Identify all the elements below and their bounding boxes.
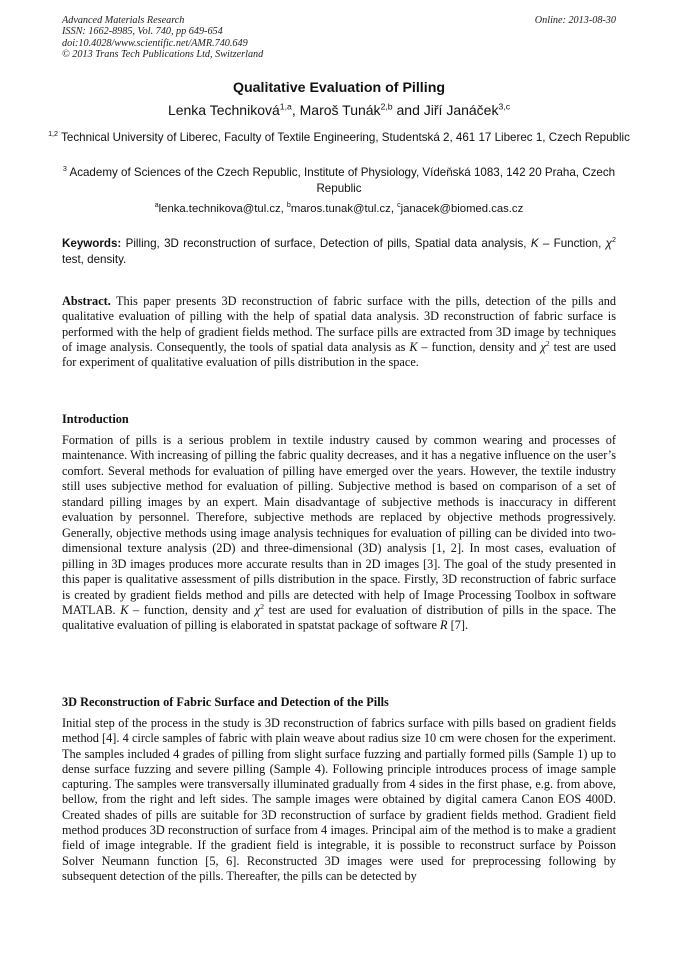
introduction-chi-symbol: χ — [254, 602, 261, 617]
abstract-text: – function, density and — [417, 339, 541, 354]
abstract-text: This paper presents 3D reconstruction of fabric surface with the pills, detection of the pills and qualitative evaluation of pilling with the help of spatial data analysis. 3D reconstruction of fabric surface is performed with the help of gradient fields method. The surface pills are extracted from 3D image by techniques of image analysis. Consequently, the tools of spatial data analysis as — [62, 294, 616, 354]
introduction-text: Formation of pills is a serious problem in textile industry caused by common wearing and processes of maintenance. With increasing of pilling the fabric quality decreases, and it has a negative influence on the user’s comfort. Several methods for evaluation of pilling have emerged over the years. However, the textile industry still uses subjective method for evaluation of pilling. Subjective method is based on comparison of a set of standard pilling images by an expert. Main disadvantage of subjective methods is inaccuracy in different evaluation by personnel. Therefore, subjective methods are replaced by objective methods progressively. Generally, objective methods using image analysis techniques for evaluation of pilling can be divided into two-dimensional texture analysis (2D) and three-dimensional (3D) analysis [1, 2]. In most cases, evaluation of pilling in 3D images produces more accurate results than in 2D images [3]. The goal of the study presented in this paper is qualitative assessment of pills distribution in the space. Firstly, 3D reconstruction of fabric surface is created by gradient fields method and pills are detected with help of Image Processing Toolbox in software MATLAB. — [62, 433, 616, 617]
email-mark: a — [154, 202, 159, 210]
introduction-k-symbol: K — [120, 602, 129, 617]
keywords — [62, 236, 616, 269]
abstract-text: test are used for experiment of qualitative evaluation of pills distribution in the space. — [62, 339, 616, 370]
section-heading-reconstruction: 3D Reconstruction of Fabric Surface and Detection of the Pills — [62, 695, 389, 709]
keywords-chi-symbol: χ — [605, 237, 612, 250]
abstract — [62, 294, 616, 370]
email-text: maros.tunak@tul.cz, — [290, 203, 398, 215]
introduction-text: – function, density and — [128, 602, 255, 617]
keywords-k-symbol: K — [530, 237, 539, 250]
online-date: Online: 2013-08-30 — [534, 15, 616, 26]
author-separator: and — [392, 102, 424, 118]
abstract-label: Abstract. — [62, 294, 111, 308]
journal-doi: doi:10.4028/www.scientific.net/AMR.740.649 — [62, 37, 248, 49]
keywords-chi-exponent: 2 — [612, 235, 616, 245]
abstract-chi-symbol: χ — [540, 339, 546, 354]
introduction-text: test are used for evaluation of distribution of pills in the space. The qualitative evaluation of pilling is elaborated in spatstat package of software — [62, 602, 616, 633]
abstract-k-symbol: K — [409, 339, 418, 354]
author-affiliation-mark: 3,c — [498, 101, 511, 112]
author-list — [40, 102, 638, 119]
author-affiliation-mark: 1,a — [279, 101, 292, 112]
introduction-chi-exponent: 2 — [260, 601, 265, 611]
affiliation-1 — [40, 130, 638, 146]
reconstruction-paragraph: Initial step of the process in the study is 3D reconstruction of fabrics surface with pills based on gradient fields method [4]. 4 circle samples of fabric with plain weave about radius size 10 cm were chosen for the experiment. The samples included 4 grades of pilling from slight surface fuzzing and partially formed pills (Sample 1) up to dense surface fuzzing and severe pilling (Sample 4). Following principle introduces process of image sample capturing. The samples were transversally illuminated gradually from 4 sides in the first phase, e.g. from above, bellow, from the right and left sides. The sample images were obtained by digital camera Canon EOS 400D. Created shades of pills are suitable for 3D reconstruction of surface by gradient fields method. Gradient field method produces 3D reconstruction of surface from 4 images. Principal aim of the method is to make a gradient field of image integrable. If the gradient field is integrable, it is possible to reconstruct surface by Poisson Solver Neumann function [5, 6]. Reconstructed 3D images were used for preprocessing following by subsequent detection of the pills. Thereafter, the pills can be detected by — [62, 716, 616, 883]
journal-name: Advanced Materials Research — [62, 15, 185, 26]
author-name: Lenka Techniková — [167, 102, 280, 118]
section-heading-introduction: Introduction — [62, 412, 129, 426]
affiliation-text: Technical University of Liberec, Faculty of Textile Engineering, Studentská 2, 461 17 Liberec 1, Czech Republic — [58, 131, 630, 144]
author-name: Jiří Janáček — [423, 102, 499, 118]
email-text: lenka.technikova@tul.cz, — [158, 203, 287, 215]
author-emails — [40, 202, 638, 217]
abstract-chi-exponent: 2 — [545, 338, 550, 348]
introduction-r-symbol: R — [440, 618, 448, 633]
email-mark: c — [397, 202, 401, 210]
keywords-text: Pilling, 3D reconstruction of surface, Detection of pills, Spatial data analysis, — [121, 237, 531, 250]
affiliation-mark: 1,2 — [48, 129, 59, 139]
author-separator: , — [291, 102, 300, 118]
email-mark: b — [286, 202, 291, 210]
paper-title: Qualitative Evaluation of Pilling — [232, 80, 446, 96]
affiliation-text: Academy of Sciences of the Czech Republic, Institute of Physiology, Vídeňská 1083, 142 20 Praha, Czech Republic — [66, 166, 616, 195]
affiliation-2 — [40, 165, 638, 197]
author-affiliation-mark: 2,b — [380, 101, 393, 112]
keywords-label: Keywords: — [62, 237, 122, 250]
journal-issn: ISSN: 1662-8985, Vol. 740, pp 649-654 — [62, 26, 223, 38]
introduction-text: [7]. — [447, 618, 469, 633]
affiliation-mark: 3 — [62, 164, 67, 174]
keywords-text: – Function, — [538, 237, 606, 250]
author-name: Maroš Tunák — [299, 102, 381, 118]
journal-header — [62, 15, 616, 60]
email-text: janacek@biomed.cas.cz — [400, 203, 524, 215]
journal-copyright: © 2013 Trans Tech Publications Ltd, Switzerland — [62, 48, 264, 60]
keywords-text: test, density. — [62, 253, 127, 267]
introduction-paragraph — [62, 433, 616, 634]
